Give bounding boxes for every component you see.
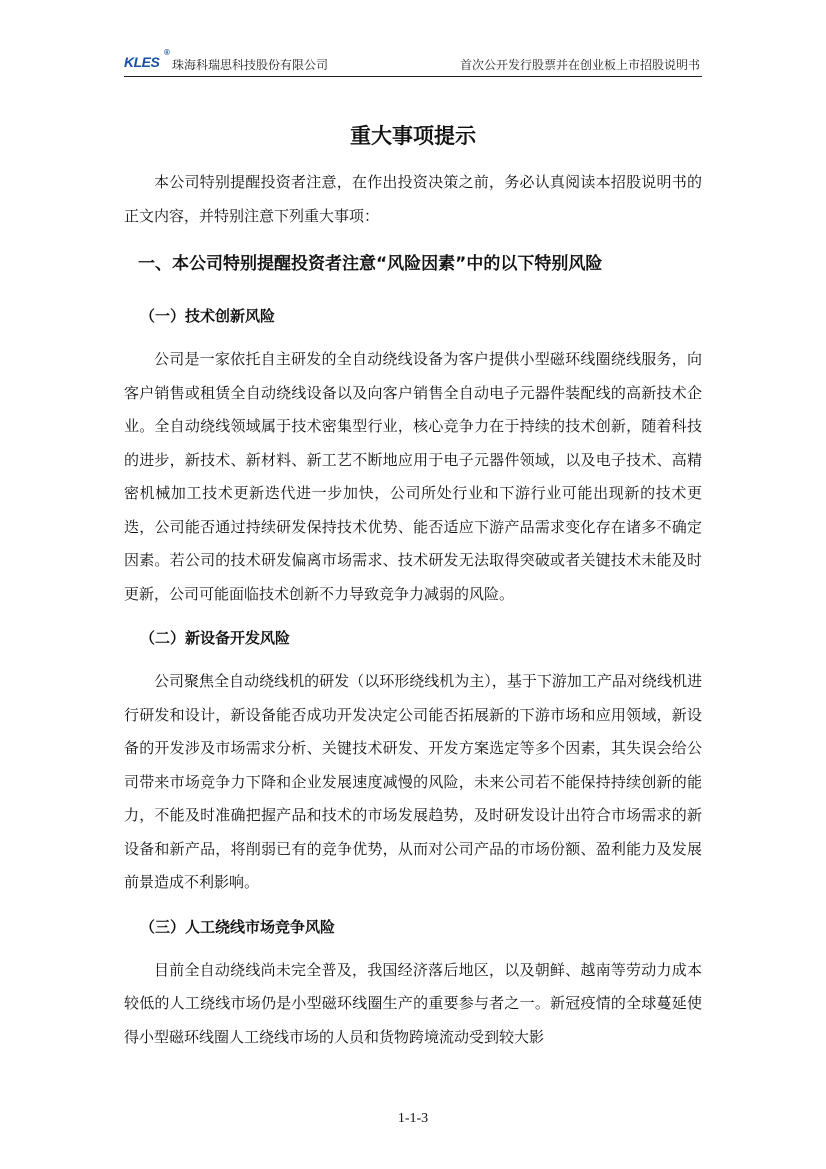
paragraph-manual-winding: 目前全自动绕线尚未完全普及，我国经济落后地区，以及朝鲜、越南等劳动力成本较低的人工绕线市场仍是小型磁环线圈生产的重要参与者之一。新冠疫情的全球蔓延使得小型磁环线圈人工绕线市场的人员和货物跨境流动受到较大影 — [124, 960, 702, 1046]
company-name: 珠海科瑞思科技股份有限公司 — [172, 58, 329, 72]
page-title: 重大事项提示 — [350, 124, 476, 148]
paragraph-tech-innovation: 公司是一家依托自主研发的全自动绕线设备为客户提供小型磁环线圈绕线服务，向客户销售或租赁全自动绕线设备以及向客户销售全自动电子元器件装配线的高新技术企业。全自动绕线领域属于技术密集型行业，核心竞争力在于持续的技术创新，随着科技的进步，新技术、新材料、新工艺不断地应用于电子元器件领域，以及电子技术、高精密机械加工技术更新迭代进一步加快，公司所处行业和下游行业可能出现新的技术更迭，公司能否通过持续研发保持技术优势、能否适应下游产品需求变化存在诸多不确定因素。若公司的技术研发偏离市场需求、技术研发无法取得突破或者关键技术未能及时更新，公司可能面临技术创新不力导致竞争力减弱的风险。 — [124, 350, 702, 603]
subsection-heading-manual-winding: （三）人工绕线市场竞争风险 — [140, 917, 336, 936]
registered-mark: ® — [164, 48, 170, 57]
page-header — [124, 50, 702, 77]
page-number: 1-1-3 — [397, 1111, 429, 1126]
company-logo — [124, 48, 170, 70]
intro-paragraph: 本公司特别提醒投资者注意，在作出投资决策之前，务必认真阅读本招股说明书的正文内容，并特别注意下列重大事项： — [124, 173, 702, 225]
subsection-heading-tech-innovation: （一）技术创新风险 — [140, 307, 276, 325]
subsection-heading-new-equipment: （二）新设备开发风险 — [140, 629, 291, 647]
document-title: 首次公开发行股票并在创业板上市招股说明书 — [459, 58, 700, 72]
paragraph-new-equipment: 公司聚焦全自动绕线机的研发（以环形绕线机为主），基于下游加工产品对绕线机进行研发和设计，新设备能否成功开发决定公司能否拓展新的下游市场和应用领域，新设备的开发涉及市场需求分析、关键技术研发、开发方案选定等多个因素，其失误会给公司带来市场竞争力下降和企业发展速度减慢的风险，未来公司若不能保持持续创新的能力，不能及时准确把握产品和技术的市场发展趋势，及时研发设计出符合市场需求的新设备和新产品，将削弱已有的竞争优势，从而对公司产品的市场份额、盈利能力及发展前景造成不利影响。 — [124, 672, 702, 891]
logo-text: KLES — [124, 54, 160, 70]
section-heading: 一、本公司特别提醒投资者注意“风险因素”中的以下特别风险 — [138, 254, 603, 274]
document-body — [124, 166, 702, 1054]
